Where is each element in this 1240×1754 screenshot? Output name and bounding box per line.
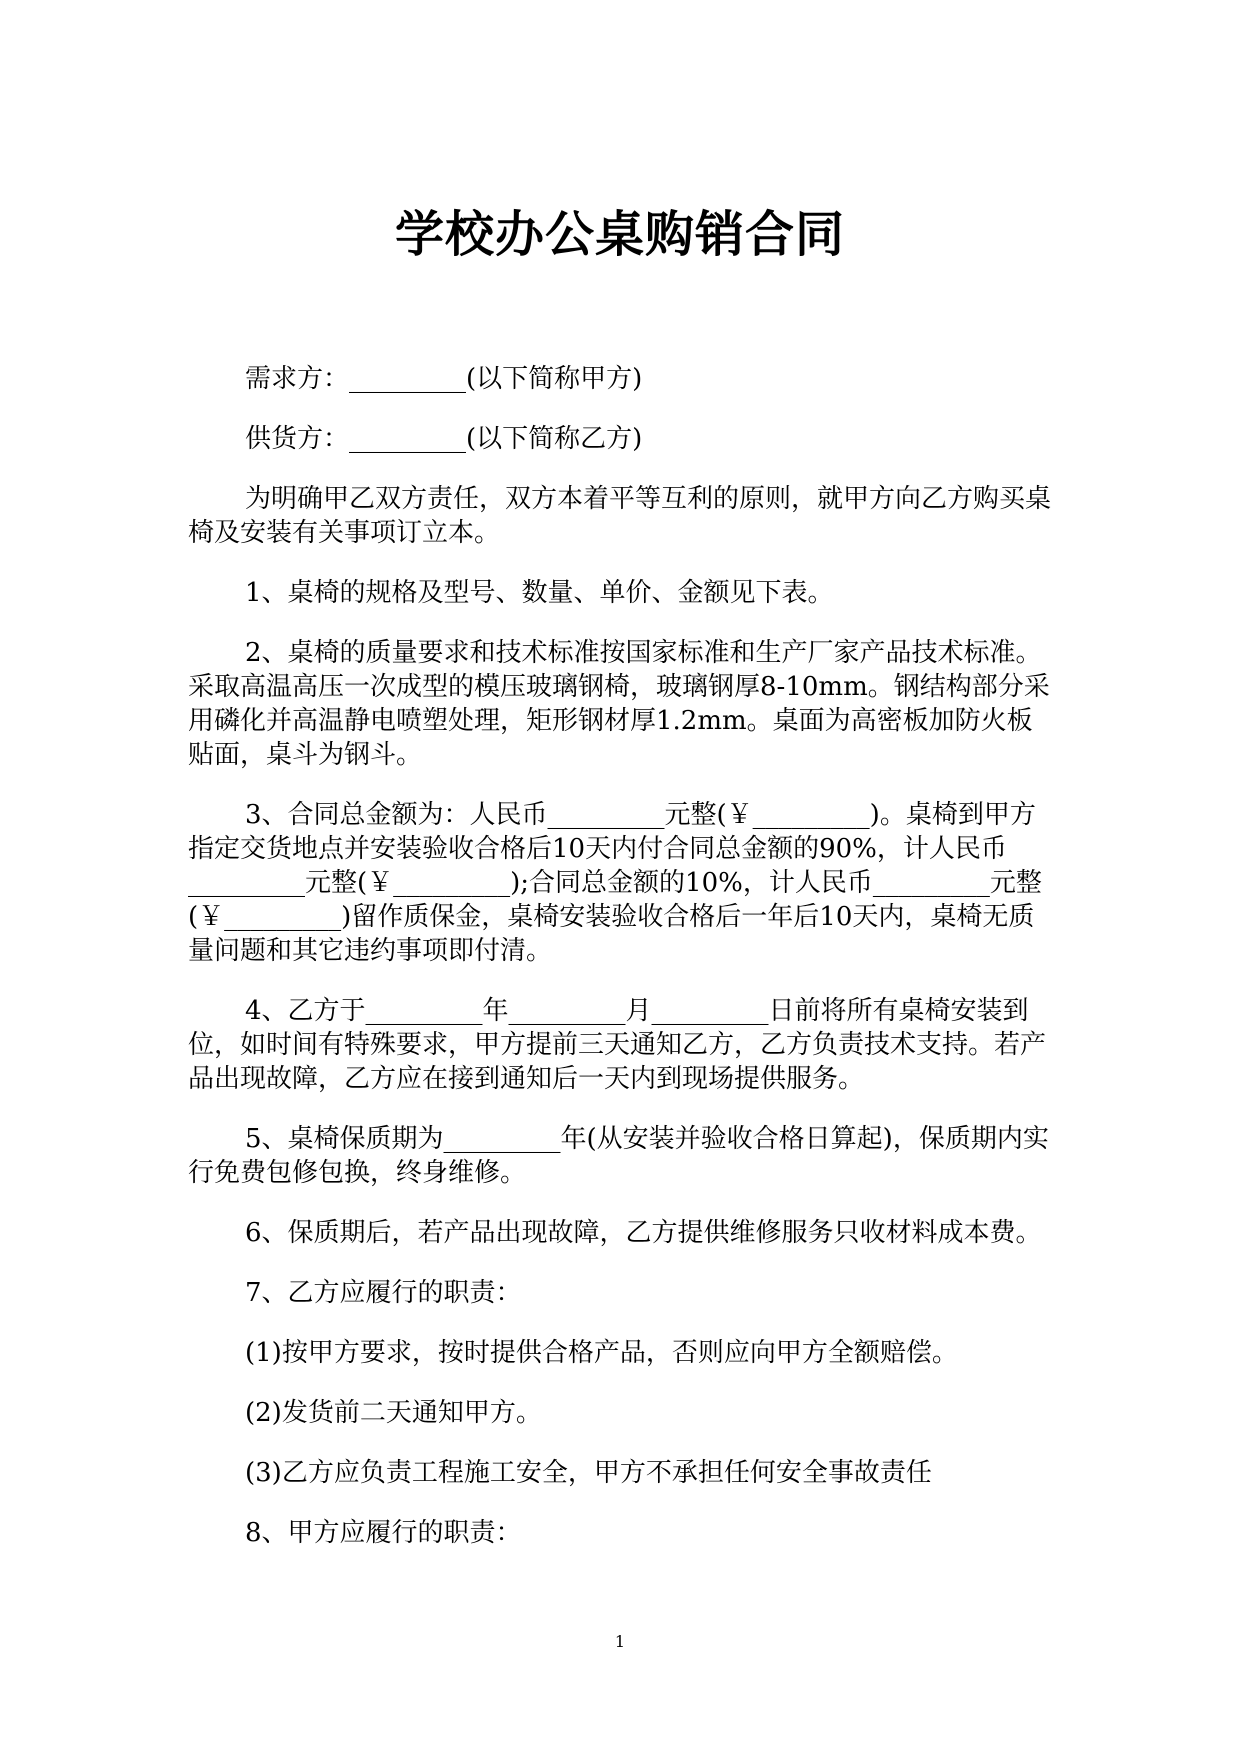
clause-7: 7、乙方应履行的职责：	[245, 1278, 522, 1308]
clause-3: 3、合同总金额为：人民币_________元整(￥_________)。桌椅到甲方指定交货地点并安装验收合格后10天内付合同总金额的90%，计人民币_________元整(￥_________);合同总金额的10%，计人民币_________元整(￥_________)留作质保金，桌椅安装验收合格后一年后10天内，桌椅无质量问题和其它违约事项即付清。	[188, 800, 1042, 966]
clause-7-item-1: (1)按甲方要求，按时提供合格产品，否则应向甲方全额赔偿。	[245, 1338, 958, 1368]
clause-6: 6、保质期后，若产品出现故障，乙方提供维修服务只收材料成本费。	[245, 1218, 1042, 1248]
document-body	[188, 362, 1058, 1550]
page-number: 1	[614, 1632, 626, 1651]
clause-2: 2、桌椅的质量要求和技术标准按国家标准和生产厂家产品技术标准。采取高温高压一次成型的模压玻璃钢椅，玻璃钢厚8-10mm。钢结构部分采用磷化并高温静电喷塑处理，矩形钢材厚1.2mm。桌面为高密板加防火板贴面，桌斗为钢斗。	[188, 638, 1050, 770]
clause-8: 8、甲方应履行的职责：	[245, 1518, 522, 1548]
clause-5: 5、桌椅保质期为_________年(从安装并验收合格日算起)，保质期内实行免费包修包换，终身维修。	[188, 1124, 1049, 1188]
clause-4: 4、乙方于_________年_________月_________日前将所有桌椅安装到位，如时间有特殊要求，甲方提前三天通知乙方，乙方负责技术支持。若产品出现故障，乙方应在接到通知后一天内到现场提供服务。	[188, 996, 1047, 1094]
clause-7-item-3: (3)乙方应负责工程施工安全，甲方不承担任何安全事故责任	[245, 1458, 932, 1488]
clause-1: 1、桌椅的规格及型号、数量、单价、金额见下表。	[245, 578, 834, 608]
preamble-paragraph: 为明确甲乙双方责任，双方本着平等互利的原则，就甲方向乙方购买桌椅及安装有关事项订立本。	[188, 484, 1052, 548]
party-a-line: 需求方：_________(以下简称甲方)	[245, 364, 643, 394]
clause-7-item-2: (2)发货前二天通知甲方。	[245, 1398, 542, 1428]
document-title: 学校办公桌购销合同	[394, 206, 845, 263]
party-b-line: 供货方：_________(以下简称乙方)	[245, 424, 643, 454]
